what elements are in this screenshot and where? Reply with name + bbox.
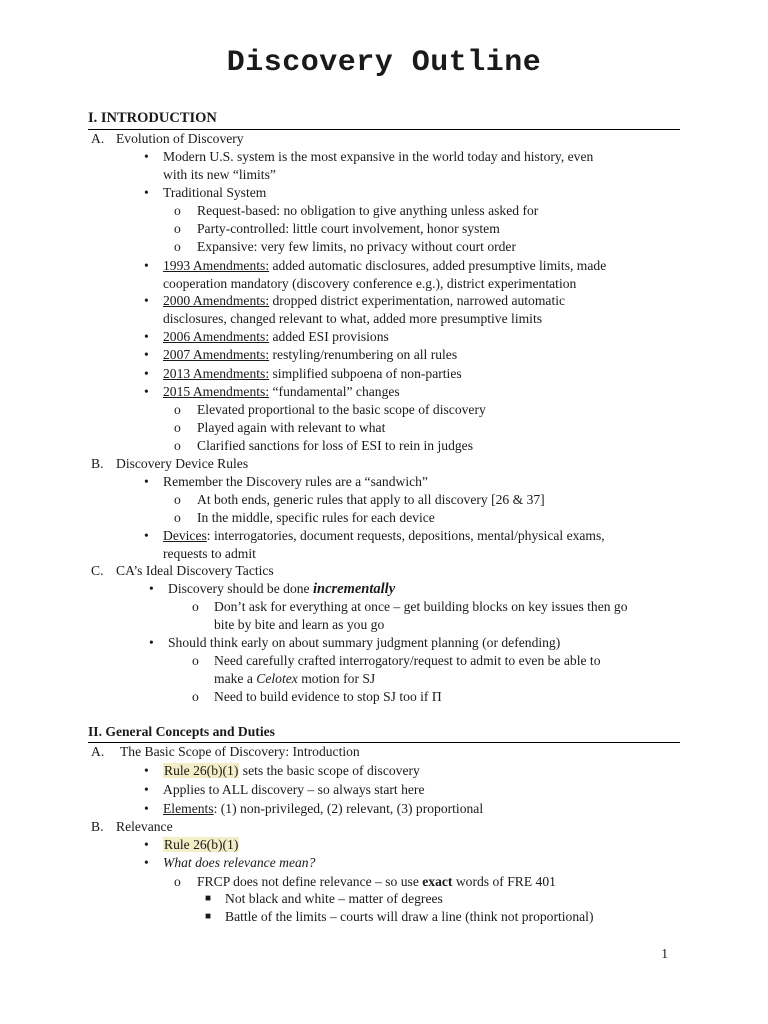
sub-bullet-text: FRCP does not define relevance – so use exact words of FRE 401	[197, 874, 556, 889]
subsection-label: The Basic Scope of Discovery: Introduction	[120, 744, 360, 759]
bullet-text-continued: cooperation mandatory (discovery conference e.g.), district experimentation	[163, 276, 577, 291]
page-title: Discovery Outline	[226, 46, 542, 80]
bullet-text: What does relevance mean?	[163, 855, 316, 870]
sub-bullet-text: Expansive: very few limits, no privacy without court order	[197, 239, 516, 254]
circle-bullet-icon: o	[174, 492, 181, 507]
sub-bullet-text: Party-controlled: little court involvement, honor system	[197, 221, 500, 236]
bullet-text-continued: requests to admit	[163, 546, 256, 561]
outline-marker: B.	[91, 819, 104, 834]
sub-sub-bullet-text: Battle of the limits – courts will draw a line (think not proportional)	[225, 909, 594, 924]
bullet-icon: •	[144, 149, 149, 164]
circle-bullet-icon: o	[174, 438, 181, 453]
circle-bullet-icon: o	[174, 239, 181, 254]
sub-sub-bullet-text: Not black and white – matter of degrees	[225, 891, 443, 906]
circle-bullet-icon: o	[174, 203, 181, 218]
outline-marker: A.	[91, 744, 105, 759]
bullet-icon: •	[144, 474, 149, 489]
sub-bullet-text: Played again with relevant to what	[197, 420, 386, 435]
emphasis-text: incrementally	[312, 581, 396, 597]
circle-bullet-icon: o	[174, 510, 181, 525]
amendment-year: 2000 Amendments:	[163, 293, 270, 308]
sub-bullet-text: Clarified sanctions for loss of ESI to rein in judges	[197, 438, 473, 453]
sub-bullet-text: Need to build evidence to stop SJ too if Π	[214, 689, 442, 704]
bullet-icon: •	[144, 366, 149, 381]
subsection-label: CA’s Ideal Discovery Tactics	[116, 563, 274, 578]
circle-bullet-icon: o	[192, 653, 199, 668]
bullet-icon: •	[144, 837, 149, 852]
bullet-icon: •	[144, 258, 149, 273]
bullet-icon: •	[144, 782, 149, 797]
bullet-text: Applies to ALL discovery – so always start here	[163, 782, 425, 797]
rule-citation-highlight: Rule 26(b)(1)	[164, 837, 239, 852]
bullet-icon: •	[144, 528, 149, 543]
case-name: Celotex	[256, 671, 298, 686]
amendment-year: 2007 Amendments:	[163, 347, 270, 362]
sub-bullet-text-continued: bite by bite and learn as you go	[214, 617, 385, 632]
section-heading-introduction: I. INTRODUCTION	[88, 110, 680, 130]
amendment-year: 2013 Amendments:	[163, 366, 270, 381]
amendment-year: 2006 Amendments:	[163, 329, 270, 344]
bullet-text-continued: with its new “limits”	[163, 167, 276, 182]
emphasis-text: exact	[422, 874, 453, 889]
outline-marker: A.	[91, 131, 105, 146]
outline-marker: C.	[91, 563, 104, 578]
subsection-label: Discovery Device Rules	[116, 456, 249, 471]
section-heading-general-concepts: II. General Concepts and Duties	[88, 723, 680, 743]
bullet-icon: •	[144, 855, 149, 870]
bullet-icon: •	[144, 801, 149, 816]
bullet-icon: •	[149, 635, 154, 650]
bullet-icon: •	[144, 185, 149, 200]
square-bullet-icon: ■	[205, 911, 212, 922]
sub-bullet-text: Request-based: no obligation to give anything unless asked for	[197, 203, 539, 218]
bullet-text: Should think early on about summary judgment planning (or defending)	[168, 635, 561, 650]
sub-bullet-text: In the middle, specific rules for each device	[197, 510, 435, 525]
bullet-text-continued: disclosures, changed relevant to what, added more presumptive limits	[163, 311, 543, 326]
bullet-text: 2006 Amendments: added ESI provisions	[163, 329, 389, 344]
bullet-icon: •	[144, 347, 149, 362]
bullet-text: Modern U.S. system is the most expansive in the world today and history, even	[163, 149, 594, 164]
subsection-label: Relevance	[116, 819, 173, 834]
bullet-text: Elements: (1) non-privileged, (2) relevant, (3) proportional	[163, 801, 484, 816]
circle-bullet-icon: o	[192, 689, 199, 704]
circle-bullet-icon: o	[174, 221, 181, 236]
sub-bullet-text: At both ends, generic rules that apply to all discovery [26 & 37]	[197, 492, 545, 507]
bullet-icon: •	[144, 384, 149, 399]
bullet-text: 2000 Amendments: dropped district experimentation, narrowed automatic	[163, 293, 566, 308]
circle-bullet-icon: o	[174, 874, 181, 889]
sub-bullet-text-continued: make a Celotex motion for SJ	[214, 671, 376, 686]
bullet-icon: •	[149, 581, 154, 596]
bullet-icon: •	[144, 763, 149, 778]
bullet-icon: •	[144, 293, 149, 308]
amendment-year: 2015 Amendments:	[163, 384, 270, 399]
sub-bullet-text: Elevated proportional to the basic scope of discovery	[197, 402, 486, 417]
bullet-text: 2007 Amendments: restyling/renumbering on all rules	[163, 347, 458, 362]
subsection-label: Evolution of Discovery	[116, 131, 244, 146]
elements-term: Elements	[163, 801, 214, 816]
circle-bullet-icon: o	[192, 599, 199, 614]
bullet-icon: •	[144, 329, 149, 344]
circle-bullet-icon: o	[174, 402, 181, 417]
square-bullet-icon: ■	[205, 893, 212, 904]
circle-bullet-icon: o	[174, 420, 181, 435]
bullet-text: 1993 Amendments: added automatic disclosures, added presumptive limits, made	[163, 258, 607, 273]
bullet-text: 2015 Amendments: “fundamental” changes	[163, 384, 400, 399]
bullet-text: Devices: interrogatories, document requests, depositions, mental/physical exams,	[163, 528, 605, 543]
bullet-text: Traditional System	[163, 185, 267, 200]
outline-marker: B.	[91, 456, 104, 471]
amendment-year: 1993 Amendments:	[163, 258, 270, 273]
bullet-text	[163, 836, 239, 854]
bullet-text: Discovery should be done incrementally	[168, 581, 396, 597]
devices-term: Devices	[163, 528, 207, 543]
bullet-text: Remember the Discovery rules are a “sandwich”	[163, 474, 428, 489]
sub-bullet-text: Don’t ask for everything at once – get building blocks on key issues then go	[214, 599, 628, 614]
sub-bullet-text: Need carefully crafted interrogatory/request to admit to even be able to	[214, 653, 601, 668]
page-number: 1	[661, 946, 668, 961]
bullet-text: 2013 Amendments: simplified subpoena of non-parties	[163, 366, 462, 381]
rule-citation-highlight: Rule 26(b)(1)	[164, 763, 239, 778]
bullet-text: Rule 26(b)(1) sets the basic scope of discovery	[164, 763, 420, 778]
